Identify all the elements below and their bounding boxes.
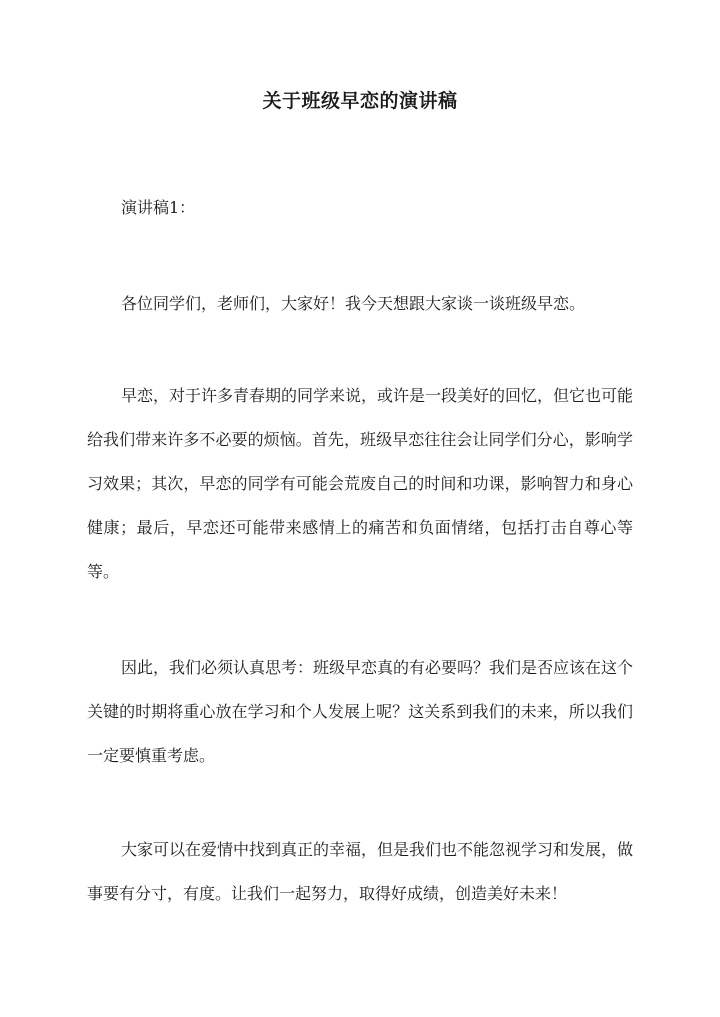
document-title: 关于班级早恋的演讲稿: [262, 90, 458, 112]
speech-heading: 演讲稿1：: [121, 198, 196, 217]
paragraph-reflection: 因此，我们必须认真思考：班级早恋真的有必要吗？我们是否应该在这个关键的时期将重心放在学习和个人发展上呢？这关系到我们的未来，所以我们一定要慎重考虑。: [87, 658, 634, 765]
paragraph-problems: 早恋，对于许多青春期的同学来说，或许是一段美好的回忆，但它也可能给我们带来许多不必要的烦恼。首先，班级早恋往往会让同学们分心，影响学习效果；其次，早恋的同学有可能会荒废自己的时间和功课，影响智力和身心健康；最后，早恋还可能带来感情上的痛苦和负面情绪，包括打击自尊心等等。: [87, 386, 634, 581]
paragraph-greeting: 各位同学们，老师们，大家好！我今天想跟大家谈一谈班级早恋。: [121, 294, 586, 313]
paragraph-conclusion: 大家可以在爱情中找到真正的幸福，但是我们也不能忽视学习和发展，做事要有分寸，有度。让我们一起努力，取得好成绩，创造美好未来！: [87, 840, 634, 903]
